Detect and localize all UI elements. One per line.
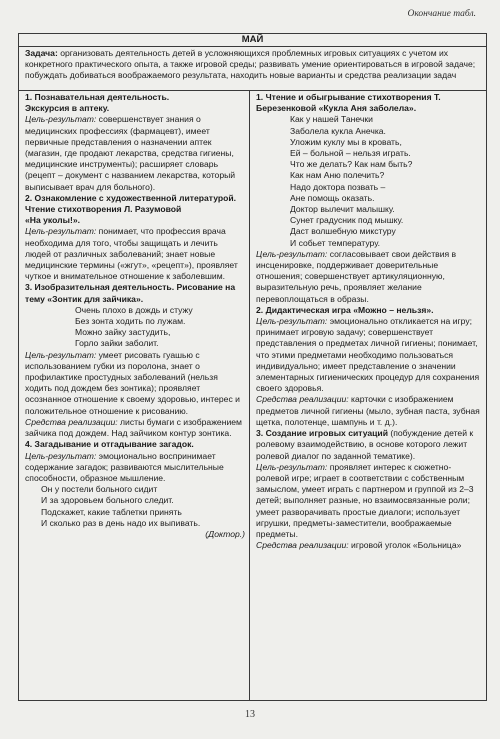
- right-s3-means: [256, 540, 482, 551]
- poem-line: Что же делать? Как нам быть?: [290, 159, 413, 170]
- page-number: 13: [245, 709, 255, 720]
- riddle-line: Он у постели больного сидит: [41, 484, 158, 495]
- goal-text: понимает, что профессия врача необходима для того, чтобы защищать и лечить людей от различных заболеваний; знает новые медицинские термины («жгут», «рецепт»), проявляет чуткое и внимательное отношение к заболевшим.: [25, 226, 238, 282]
- left-s2-goal: [25, 226, 245, 282]
- left-s1-subtitle: Экскурсия в аптеку.: [25, 103, 110, 114]
- poem-line: Уложим куклу мы в кровать,: [290, 136, 402, 147]
- right-s2-title: 2. Дидактическая игра «Можно – нельзя».: [256, 304, 434, 315]
- riddle-answer: (Доктор.): [205, 528, 246, 539]
- means-label: Средства реализации:: [25, 416, 118, 427]
- left-s4-riddle: [25, 484, 245, 529]
- poem-line: Без зонта ходить по лужам.: [75, 316, 186, 327]
- poem-line: Надо доктора позвать –: [290, 181, 386, 192]
- means-text: листы бумаги с изображением зайчика под дождем. Над зайчиком контур зонтика.: [25, 416, 242, 439]
- left-s1-title: 1. Познавательная деятельность.: [25, 92, 170, 102]
- goal-label: Цель-результат:: [25, 349, 97, 360]
- poem-line: Ане помощь оказать.: [290, 192, 375, 203]
- right-s1-title: 1. Чтение и обыгрывание стихотворения Т. Березенковой «Кукла Аня заболела».: [256, 92, 441, 114]
- riddle-line: И сколько раз в день надо их выпивать.: [41, 517, 201, 528]
- poem-line: И собьет температуру.: [290, 237, 381, 248]
- right-s1-poem: [256, 114, 482, 248]
- poem-line: Как нам Аню полечить?: [290, 170, 385, 181]
- goal-text: согласовывает свои действия в инсценировке, поддерживает доверительные отношения; совершенствует артикуляционную, выразительную речь, проявляет желание перевоплощаться в образы.: [256, 248, 457, 304]
- means-label: Средства реализации:: [256, 540, 349, 551]
- right-s3-title-rest: (побуждение детей к ролевому взаимодействию, в основе которого лежит ролевой диалог по заданной тематике).: [256, 428, 474, 461]
- goal-label: Цель-результат:: [25, 114, 97, 125]
- goal-label: Цель-результат:: [256, 248, 328, 259]
- riddle-line: Подскажет, какие таблетки принять: [41, 506, 182, 517]
- riddle-line: И за здоровьем больного следит.: [41, 495, 174, 506]
- poem-line: Заболела кукла Анечка.: [290, 125, 386, 136]
- task-text: организовать деятельность детей в усложняющихся проблемных игровых ситуациях с учетом их конкретного практического опыта, а также игровой среды; развивать умение ориентироваться в игровой задаче; побуждать добиваться воображаемого результата, находить новые варианты и средства реализации задач: [25, 48, 476, 81]
- right-s3-goal: [256, 462, 482, 540]
- poem-line: Ей – больной – нельзя играть.: [290, 148, 411, 159]
- left-s2-title: 2. Ознакомление с художественной литературой.: [25, 192, 237, 203]
- left-s4-goal: [25, 451, 245, 485]
- poem-line: Доктор вылечит малышку.: [290, 204, 395, 215]
- goal-text: эмоционально воспринимает содержание загадок; развиваются мыслительные способности, образное мышление.: [25, 450, 224, 483]
- right-s1-goal: [256, 249, 482, 305]
- goal-text: проявляет интерес к сюжетно-ролевой игре; играет в соответствии с собственным замыслом, умеет играть с партнером и группой из 2–3 детей; выполняет разные, но взаимосвязанные роли; умеет разворачивать простые диалоги; использует игрушки, предметы-заместители, воображаемые предметы.: [256, 461, 474, 539]
- right-s2-goal: [256, 316, 482, 394]
- left-s3-title: 3. Изобразительная деятельность. Рисование на тему «Зонтик для зайчика».: [25, 282, 236, 304]
- task-row: [19, 47, 486, 91]
- left-s3-means: [25, 417, 245, 439]
- left-s1-goal: [25, 114, 245, 192]
- left-s2-sub2: «На уколы!».: [25, 215, 80, 226]
- goal-label: Цель-результат:: [256, 461, 328, 472]
- poem-line: Сунет градусник под мышку.: [290, 215, 404, 226]
- poem-line: Горло зайки заболит.: [75, 338, 159, 349]
- poem-line: Как у нашей Танечки: [290, 114, 373, 125]
- month-heading: МАЙ: [19, 34, 486, 47]
- means-text: игровой уголок «Больница»: [348, 540, 462, 551]
- goal-text: эмоционально откликается на игру; принимает игровую задачу; совершенствует представления о предметах личной гигиены; понимает, что этими предметами необходимо пользоваться индивидуально; имеет представление о значении элементарных гигиенических процедур для сохранения своего здоровья.: [256, 316, 480, 394]
- means-label: Средства реализации:: [256, 394, 349, 405]
- right-s3-title-row: [256, 428, 482, 462]
- goal-label: Цель-результат:: [256, 316, 328, 327]
- right-s2-means: [256, 394, 482, 428]
- goal-label: Цель-результат:: [25, 450, 97, 461]
- table-continuation-note: Окончание табл.: [407, 9, 476, 19]
- right-s3-title: 3. Создание игровых ситуаций: [256, 428, 388, 439]
- goal-label: Цель-результат:: [25, 226, 97, 237]
- left-s3-poem: [25, 305, 245, 350]
- poem-line: Даст волшебную микстуру: [290, 226, 396, 237]
- goal-text: совершенствует знания о медицинских профессиях (фармацевт), имеет первичные представления о назначении аптек (магазин, где продают лекарства, средства гигиены, медицинские инструменты); расширяет словарь (рецепт – документ с названием лекарства, который выписывает врач для больного).: [25, 114, 236, 192]
- left-s4-title: 4. Загадывание и отгадывание загадок.: [25, 439, 194, 450]
- right-column: [250, 91, 486, 701]
- left-column: [19, 91, 250, 701]
- poem-line: Можно зайку застудить,: [75, 327, 171, 338]
- left-s2-sub1: Чтение стихотворения Л. Разумовой: [25, 204, 182, 215]
- task-label: Задача:: [25, 48, 58, 58]
- means-text: карточки с изображением предметов личной гигиены (мыло, зубная паста, зубная щетка, полотенце, шампунь и т. д.).: [256, 394, 480, 427]
- goal-text: умеет рисовать гуашью с использованием губки из поролона, знает о профилактике простудных заболеваний (нельзя ходить под дождем без зонтика); проявляет осознанное отношение к своему здоровью, интерес и положительное отношение к рисованию.: [25, 349, 240, 416]
- poem-line: Очень плохо в дождь и стужу: [75, 304, 193, 315]
- plan-table: [18, 33, 487, 701]
- left-s3-goal: [25, 350, 245, 417]
